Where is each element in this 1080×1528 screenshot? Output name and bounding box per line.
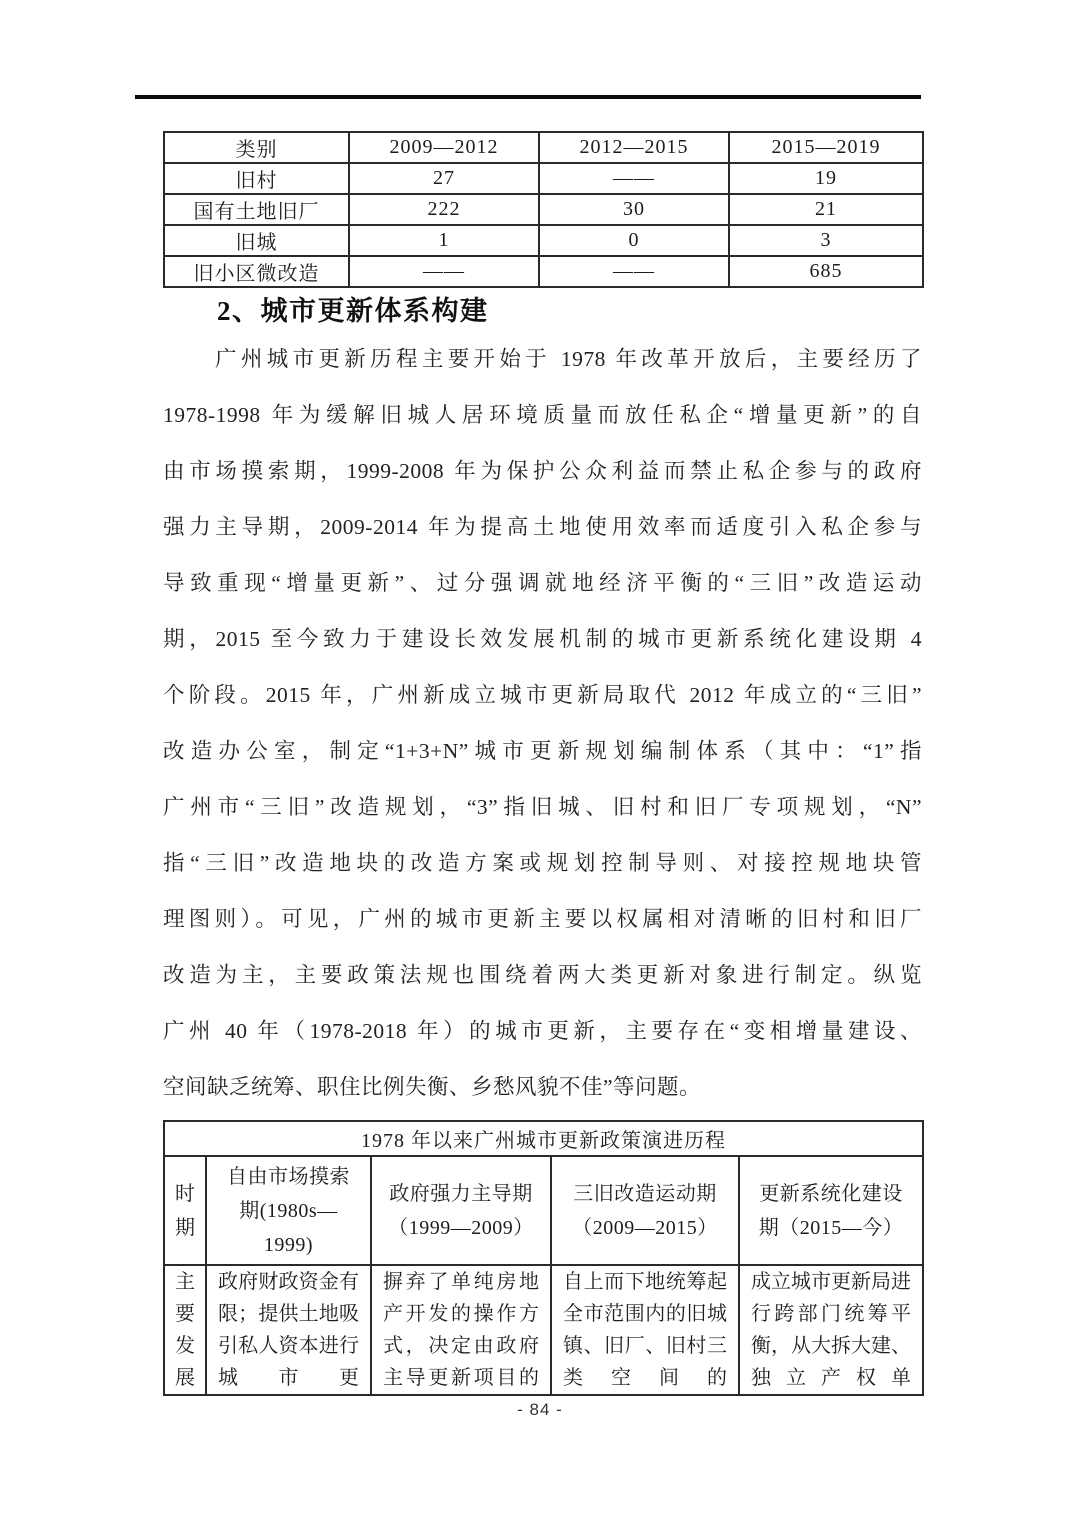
counts-value-cell: 27 [349,163,539,194]
counts-header-cell: 2012—2015 [539,132,729,163]
paragraph-line: 广州市“三旧”改造规划，“3”指旧城、旧村和旧厂专项规划，“N” [163,795,922,819]
policy-body-cell: 自上而下地统筹起全市范围内的旧城镇、旧厂、旧村三类空间的 [551,1265,739,1395]
policy-row-label-cell: 主要发展 [164,1265,206,1395]
counts-value-cell: —— [539,163,729,194]
table-row [164,225,923,256]
table-row [164,256,923,287]
paragraph-line: 期，2015 至今致力于建设长效发展机制的城市更新系统化建设期 4 [163,627,922,651]
counts-value-cell: 685 [729,256,923,287]
paragraph-line: 广州城市更新历程主要开始于 1978 年改革开放后，主要经历了 [215,347,922,371]
section-heading: 2、城市更新体系构建 [217,296,489,326]
paragraph-line: 空间缺乏统筹、职住比例失衡、乡愁风貌不佳”等问题。 [163,1075,702,1099]
paragraph-line: 改造办公室，制定“1+3+N”城市更新规划编制体系（其中：“1”指 [163,739,922,763]
policy-body-cell: 政府财政资金有限；提供土地吸引私人资本进行城市更 [206,1265,371,1395]
counts-value-cell: 1 [349,225,539,256]
counts-header-cell: 2015—2019 [729,132,923,163]
counts-value-cell: 3 [729,225,923,256]
table-row [164,194,923,225]
paragraph-line: 由市场摸索期，1999-2008 年为保护公众利益而禁止私企参与的政府 [163,459,922,483]
counts-value-cell: 222 [349,194,539,225]
counts-value-cell: 21 [729,194,923,225]
paragraph-line: 导致重现“增量更新”、过分强调就地经济平衡的“三旧”改造运动 [163,571,922,595]
policy-body-cell: 摒弃了单纯房地产开发的操作方式，决定由政府主导更新项目的 [371,1265,551,1395]
policy-body-row [164,1265,923,1395]
policy-header-cell: 三旧改造运动期（2009—2015） [551,1156,739,1265]
policy-evolution-table [163,1120,924,1396]
body-paragraph [163,331,922,1115]
policy-header-cell: 自由市场摸索期(1980s—1999) [206,1156,371,1265]
renewal-counts-table [163,131,924,288]
policy-header-row [164,1156,923,1265]
page-number: - 84 - [517,1400,563,1419]
counts-header-cell: 2009—2012 [349,132,539,163]
counts-category-cell: 国有土地旧厂 [164,194,349,225]
counts-value-cell: —— [539,256,729,287]
counts-value-cell: 19 [729,163,923,194]
counts-category-cell: 旧村 [164,163,349,194]
counts-category-cell: 旧城 [164,225,349,256]
policy-period-label-cell: 时期 [164,1156,206,1265]
policy-header-cell: 政府强力主导期（1999—2009） [371,1156,551,1265]
table-row [164,163,923,194]
header-rule [135,95,921,99]
paragraph-line: 理图则）。可见，广州的城市更新主要以权属相对清晰的旧村和旧厂 [163,907,922,931]
policy-body-cell: 成立城市更新局进行跨部门统筹平衡，从大拆大建、独立产权单 [739,1265,923,1395]
paragraph-line: 个阶段。2015 年，广州新成立城市更新局取代 2012 年成立的“三旧” [163,683,922,707]
paragraph-line: 1978-1998 年为缓解旧城人居环境质量而放任私企“增量更新”的自 [163,403,922,427]
paragraph-line: 改造为主，主要政策法规也围绕着两大类更新对象进行制定。纵览 [163,963,922,987]
counts-value-cell: 0 [539,225,729,256]
counts-header-cell: 类别 [164,132,349,163]
policy-title-row [164,1121,923,1156]
policy-table-title: 1978 年以来广州城市更新政策演进历程 [164,1121,923,1156]
counts-category-cell: 旧小区微改造 [164,256,349,287]
counts-value-cell: —— [349,256,539,287]
paragraph-line: 强力主导期，2009-2014 年为提高土地使用效率而适度引入私企参与 [163,515,922,539]
counts-header-row [164,132,923,163]
policy-header-cell: 更新系统化建设期（2015—今） [739,1156,923,1265]
paragraph-line: 指“三旧”改造地块的改造方案或规划控制导则、对接控规地块管 [163,851,922,875]
counts-value-cell: 30 [539,194,729,225]
paragraph-line: 广州 40 年（1978-2018 年）的城市更新，主要存在“变相增量建设、 [163,1019,922,1043]
